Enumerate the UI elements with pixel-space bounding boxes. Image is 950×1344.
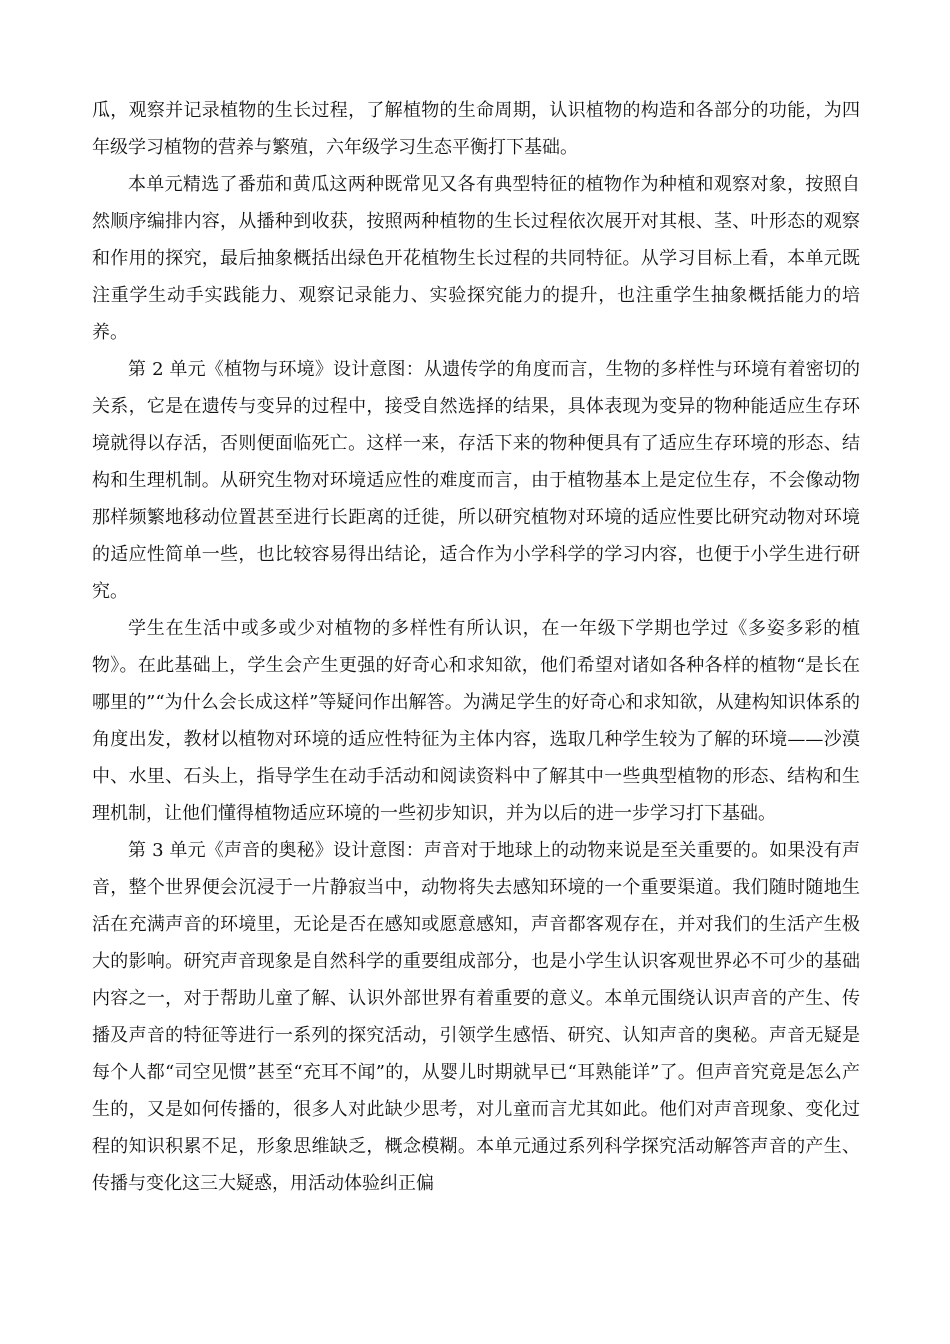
paragraph-continuation: 瓜，观察并记录植物的生长过程，了解植物的生命周期，认识植物的构造和各部分的功能，为四年级学习植物的营养与繁殖，六年级学习生态平衡打下基础。 [92, 100, 860, 158]
paragraph-unit2-students: 学生在生活中或多或少对植物的多样性有所认识，在一年级下学期也学过《多姿多彩的植物》。在此基础上，学生会产生更强的好奇心和求知欲，他们希望对诸如各种各样的植物“是长在哪里的”“为什么会长成这样”等疑问作出解答。为满足学生的好奇心和求知欲，从建构知识体系的角度出发，教材以植物对环境的适应性特征为主体内容，选取几种学生较为了解的环境——沙漠中、水里、石头上，指导学生在动手活动和阅读资料中了解其中一些典型植物的形态、结构和生理机制，让他们懂得植物适应环境的一些初步知识，并为以后的进一步学习打下基础。 [92, 618, 860, 824]
paragraph-unit2-intent: 第 2 单元《植物与环境》设计意图：从遗传学的角度而言，生物的多样性与环境有着密切的关系，它是在遗传与变异的过程中，接受自然选择的结果，具体表现为变异的物种能适应生存环境就得以存活，否则便面临死亡。这样一来，存活下来的物种便具有了适应生存环境的形态、结构和生理机制。从研究生物对环境适应性的难度而言，由于植物基本上是定位生存，不会像动物那样频繁地移动位置甚至进行长距离的迁徙，所以研究植物对环境的适应性要比研究动物对环境的适应性简单一些，也比较容易得出结论，适合作为小学科学的学习内容，也便于小学生进行研究。 [92, 359, 860, 602]
document-body [92, 92, 860, 1202]
paragraph-unit1-content: 本单元精选了番茄和黄瓜这两种既常见又各有典型特征的植物作为种植和观察对象，按照自然顺序编排内容，从播种到收获，按照两种植物的生长过程依次展开对其根、茎、叶形态的观察和作用的探究，最后抽象概括出绿色开花植物生长过程的共同特征。从学习目标上看，本单元既注重学生动手实践能力、观察记录能力、实验探究能力的提升，也注重学生抽象概括能力的培养。 [92, 174, 860, 343]
paragraph-unit3-intent: 第 3 单元《声音的奥秘》设计意图：声音对于地球上的动物来说是至关重要的。如果没有声音，整个世界便会沉浸于一片静寂当中，动物将失去感知环境的一个重要渠道。我们随时随地生活在充满声音的环境里，无论是否在感知或愿意感知，声音都客观存在，并对我们的生活产生极大的影响。研究声音现象是自然科学的重要组成部分，也是小学生认识客观世界必不可少的基础内容之一，对于帮助儿童了解、认识外部世界有着重要的意义。本单元围绕认识声音的产生、传播及声音的特征等进行一系列的探究活动，引领学生感悟、研究、认知声音的奥秘。声音无疑是每个人都“司空见惯”甚至“充耳不闻”的，从婴儿时期就早已“耳熟能详”了。但声音究竟是怎么产生的，又是如何传播的，很多人对此缺少思考，对儿童而言尤其如此。他们对声音现象、变化过程的知识积累不足，形象思维缺乏，概念模糊。本单元通过系列科学探究活动解答声音的产生、传播与变化这三大疑惑，用活动体验纠正偏 [92, 840, 860, 1194]
